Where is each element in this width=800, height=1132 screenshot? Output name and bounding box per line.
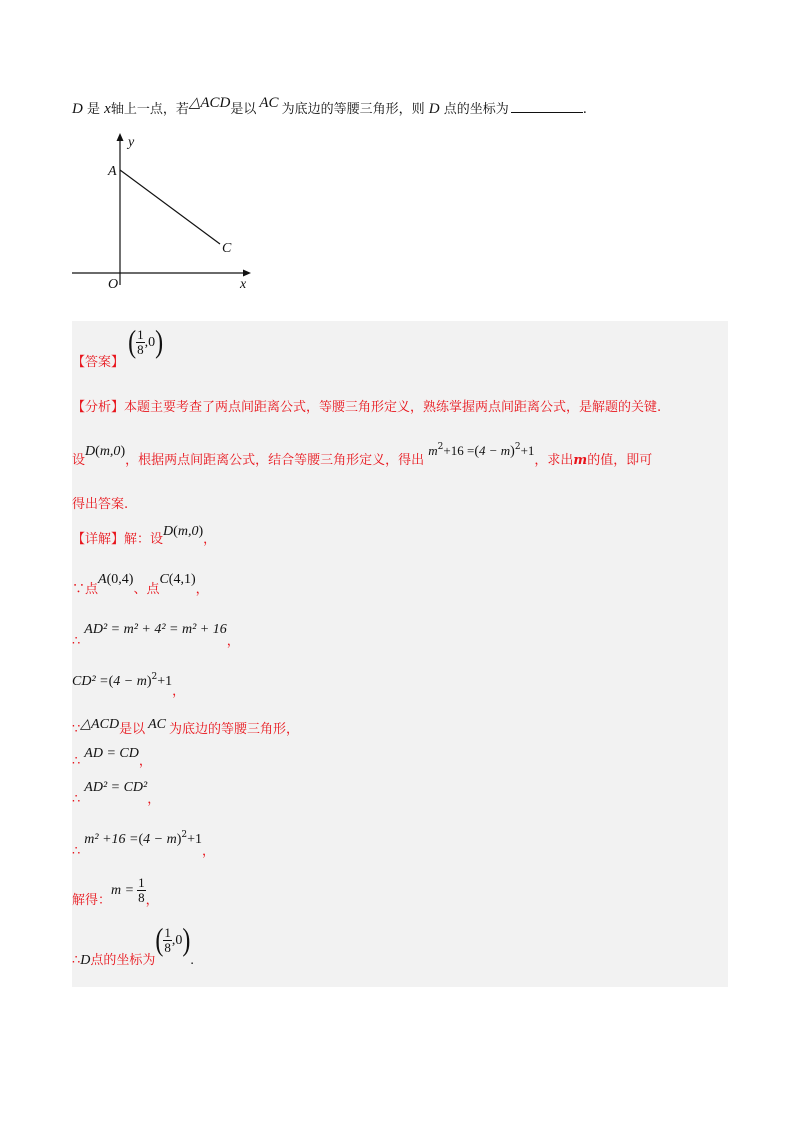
analysis-eq-c: 4 − m: [478, 443, 511, 458]
triangle-acd: △ACD: [188, 95, 231, 111]
analysis-text-2c: ，求出: [534, 453, 574, 468]
therefore-symbol-1: ∴: [72, 634, 81, 649]
detail-ac: AC: [148, 717, 166, 732]
analysis-eq-b: +16 =: [443, 443, 475, 458]
s10-paren-open: (: [155, 923, 164, 958]
s10-paren-close: ): [182, 923, 191, 958]
detail-s3: AD² = m² + 4² = m² + 16: [84, 622, 227, 637]
detail-comma-2: ，: [195, 582, 209, 597]
detail-s9-m: m =: [111, 883, 135, 898]
detail-s10-rest: ,0: [171, 933, 183, 948]
detail-s7: AD² = CD²: [84, 780, 148, 795]
detail-s8-a: m² +16 =: [84, 832, 139, 847]
paren-close: ): [155, 325, 164, 360]
segment-ac: AC: [259, 95, 279, 111]
analysis-text-2b: ，根据两点间距离公式，结合等腰三角形定义，得出: [125, 453, 425, 468]
analysis-line-1: [72, 396, 661, 415]
point-a: A: [98, 572, 107, 587]
detail-line-10: [72, 923, 194, 968]
point-c: C: [159, 572, 169, 587]
analysis-text-2d: 的值，即可: [587, 453, 653, 468]
detail-line-9: [72, 875, 159, 908]
detail-line-4: $CD^2 =(4 - m)^2+1$，: [72, 672, 186, 699]
detail-line-6: [72, 742, 152, 769]
q-text-2: 轴上一点，若: [110, 102, 189, 117]
s10-den: 8: [164, 940, 171, 955]
analysis-tag: 【分析】: [72, 400, 125, 415]
therefore-symbol-3: ∴: [72, 792, 81, 807]
question-text: [72, 95, 587, 118]
answer-line: [72, 325, 164, 370]
therefore-symbol-4: ∴: [72, 844, 81, 859]
detail-comma-7: ，: [202, 844, 216, 859]
analysis-text-2a: 设: [72, 453, 86, 468]
answer-blank: [511, 100, 583, 113]
q-text-5: 点的坐标为: [443, 102, 509, 117]
coordinate-figure: [60, 130, 270, 300]
y-axis-arrow: [117, 133, 124, 141]
answer-tag: 【答案】: [72, 355, 125, 370]
detail-s10-end: .: [190, 953, 194, 968]
detail-comma-1: ，: [203, 532, 217, 547]
q-text-4: 为底边的等腰三角形，则: [281, 102, 425, 117]
detail-comma-5: ，: [138, 754, 152, 769]
point-d: D: [72, 101, 83, 117]
label-x: x: [240, 277, 247, 292]
s10-num: 1: [164, 925, 171, 940]
detail-acd: △ACD: [80, 717, 120, 732]
answer-fraction: [136, 328, 145, 357]
point-d-2: D: [428, 101, 440, 117]
segment-ac-line: [120, 170, 220, 244]
detail-line-7: [72, 776, 161, 807]
analysis-d: D: [85, 444, 96, 459]
detail-s4-lhs: CD² =: [72, 674, 109, 689]
q-text-1: 是: [86, 102, 100, 117]
detail-s8-b: +1: [187, 832, 203, 847]
s9-den: 8: [138, 890, 145, 905]
point-c-args: 4,1: [173, 572, 191, 587]
detail-s5a: 是以: [119, 722, 146, 737]
analysis-eq-m: m: [428, 443, 438, 458]
detail-line-5: [72, 718, 299, 738]
label-o: O: [108, 277, 119, 292]
label-c: C: [222, 241, 232, 256]
detail-line-3: [72, 618, 240, 649]
analysis-text-3: 得出答案.: [72, 497, 129, 512]
because-symbol: ∵: [72, 582, 86, 597]
detail-s4-in: 4 − m: [113, 674, 147, 689]
detail-comma-4: ，: [172, 684, 186, 699]
detail-line-2: ∵点A(0,4)、点C(4,1)，: [72, 572, 209, 597]
detail-s2a: 点: [85, 582, 99, 597]
analysis-eq-d: +1: [520, 443, 535, 458]
detail-s10-fraction: [163, 926, 172, 955]
label-a: A: [108, 164, 117, 179]
detail-s9-fraction: [137, 876, 146, 905]
s9-num: 1: [138, 875, 145, 890]
detail-s6: AD = CD: [84, 746, 139, 761]
detail-s1: 解：设: [124, 532, 164, 547]
detail-s9a: 解得：: [72, 893, 112, 908]
detail-s2b: 、点: [133, 582, 160, 597]
point-a-args: 0,4: [111, 572, 129, 587]
q-text-3: 是以: [230, 102, 257, 117]
analysis-text-1: 本题主要考查了两点间距离公式，等腰三角形定义，熟练掌握两点间距离公式，是解题的关键.: [124, 400, 662, 415]
detail-d-args: m,0: [177, 524, 199, 539]
detail-s8-in: 4 − m: [143, 832, 177, 847]
detail-s5b: 为底边的等腰三角形，: [168, 722, 299, 737]
x-axis-arrow: [243, 270, 251, 277]
detail-tag: 【详解】: [72, 532, 125, 547]
detail-comma-8: ，: [145, 893, 159, 908]
detail-line-1: 【详解】解：设D(m,0)，: [72, 524, 217, 547]
answer-den: 8: [137, 342, 144, 357]
detail-s10-d: D: [80, 953, 91, 968]
paren-open: (: [128, 325, 137, 360]
answer-rest: ,0: [144, 335, 156, 350]
because-symbol-2: ∵: [72, 722, 81, 737]
analysis-d-args: m,0: [99, 444, 121, 459]
detail-line-8: ∴m² $+16 =(4 - m)^2+1$，: [72, 830, 216, 859]
q-end: .: [582, 102, 587, 117]
axis-x: x: [104, 101, 111, 117]
analysis-m: m: [573, 453, 588, 468]
answer-num: 1: [137, 327, 144, 342]
detail-s10a: 点的坐标为: [90, 953, 156, 968]
analysis-line-3: [72, 493, 128, 512]
detail-d: D: [163, 524, 174, 539]
therefore-symbol-5: ∴: [72, 953, 81, 968]
detail-comma-6: ，: [147, 792, 161, 807]
label-y: y: [128, 135, 135, 150]
detail-s4-rhs: +1: [157, 674, 173, 689]
analysis-line-2: 设D(m,0)，根据两点间距离公式，结合等腰三角形定义，得出 $m^2+16 =(4 - m)^2+1$，求出m的值，即可: [72, 442, 653, 468]
solution-box: [72, 321, 728, 987]
therefore-symbol-2: ∴: [72, 754, 81, 769]
detail-comma-3: ，: [226, 634, 240, 649]
